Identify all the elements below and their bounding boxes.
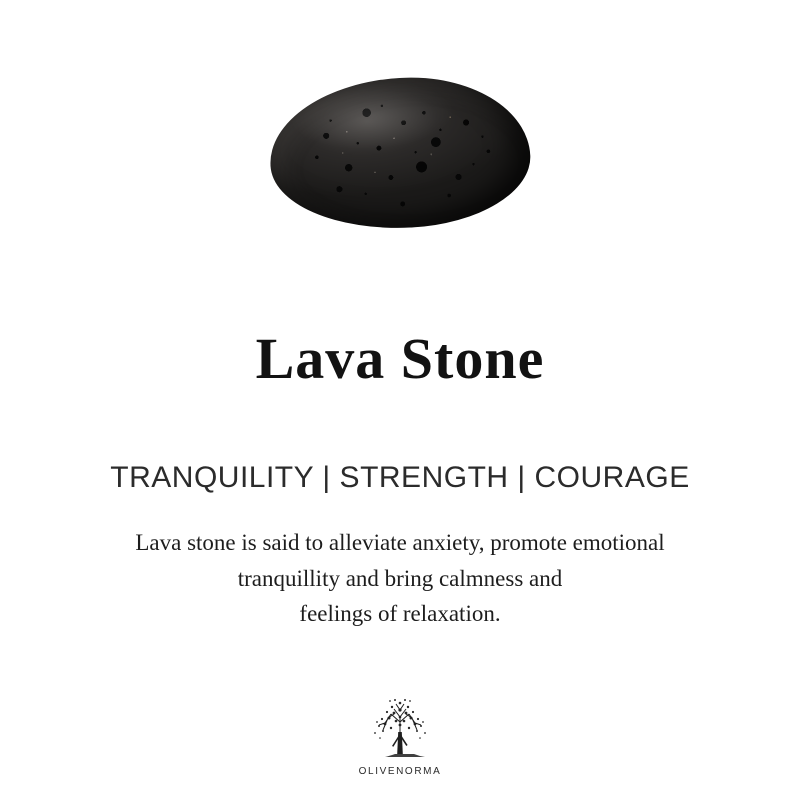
stone-shape [266, 71, 533, 234]
tree-icon [361, 688, 439, 762]
brand-logo [0, 688, 800, 777]
lava-stone-image [270, 78, 530, 238]
description-line: Lava stone is said to alleviate anxiety, promote emotional [135, 529, 665, 555]
page-title: Lava Stone [255, 326, 545, 391]
description-line: feelings of relaxation. [299, 601, 501, 627]
brand-name: OLIVENORMA [358, 766, 442, 777]
stone-highlight [266, 71, 533, 234]
keyword-line: TRANQUILITY | STRENGTH | COURAGE [110, 460, 690, 494]
description-line: tranquillity and bring calmness and [237, 565, 563, 591]
description-text [40, 525, 760, 632]
